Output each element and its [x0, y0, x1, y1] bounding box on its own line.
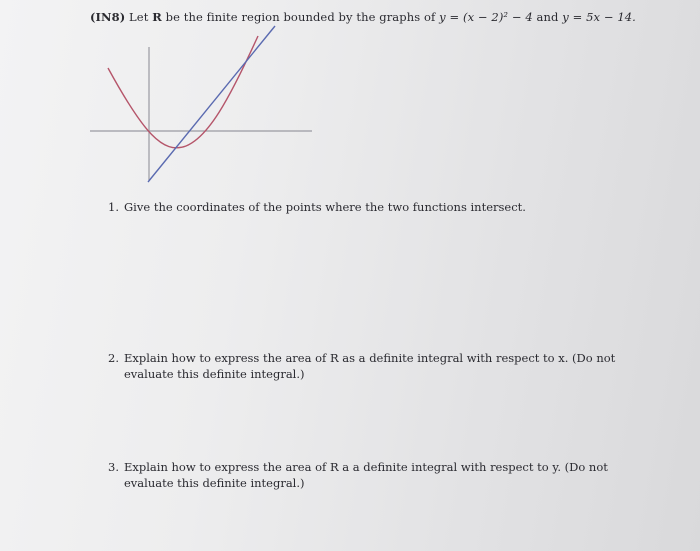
question-text: Explain how to express the area of R a a definite integral with respect to y. (Do not: [124, 460, 608, 474]
question-number: 2.: [108, 351, 119, 365]
function-line: y = 5x − 14.: [562, 10, 636, 24]
question-text-continued: evaluate this definite integral.): [124, 476, 305, 490]
question-text: Give the coordinates of the points where the two functions intersect.: [124, 200, 526, 214]
intro-mid: be the finite region bounded by the graphs of: [165, 10, 436, 24]
question-number: 3.: [108, 460, 119, 474]
function-graph: [88, 22, 318, 187]
question-text-continued: evaluate this definite integral.): [124, 367, 305, 381]
line-graph: [148, 26, 275, 182]
question-number: 1.: [108, 200, 119, 214]
conjunction: and: [536, 10, 559, 24]
question-3: [108, 459, 608, 491]
intro-pre: Let: [129, 10, 149, 24]
problem-tag: (IN8): [90, 10, 126, 24]
region-symbol: R: [152, 10, 162, 24]
question-1: [108, 199, 526, 215]
function-parabola: y = (x − 2)² − 4: [439, 10, 533, 24]
question-text: Explain how to express the area of R as a definite integral with respect to x. (Do not: [124, 351, 616, 365]
question-2: [108, 350, 615, 382]
